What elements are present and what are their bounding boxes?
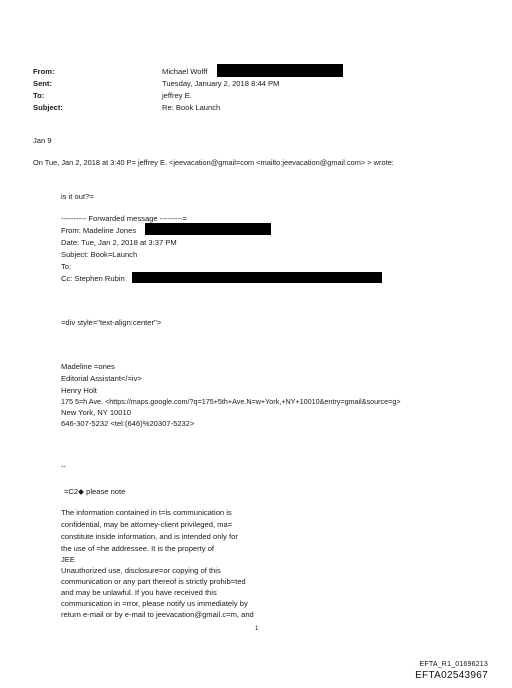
signature-line: 646-307-5232 <tel:(646)%20307-5232> [61, 419, 195, 428]
redaction-block [132, 272, 382, 283]
from-label: From: [33, 67, 55, 76]
from-value: Michael Wolff [162, 67, 208, 76]
redaction-block [217, 64, 343, 77]
disclaimer-line: return e-mail or by e-mail to jeevacation@gmail.c=m, and [61, 610, 254, 619]
subject-label: Subject: [33, 103, 63, 112]
sent-label: Sent: [33, 79, 52, 88]
reply-text: Jan 9 [33, 136, 52, 145]
quote-intro: On Tue, Jan 2, 2018 at 3:40 P= jeffrey E. <jeevacation@gmail=com <mailto:jeevacation@gmail.com> > wrote: [33, 158, 394, 167]
disclaimer-line: Unauthorized use, disclosure=or copying of this [61, 566, 221, 575]
disclaimer-line: communication in =rror, please notify us immediately by [61, 599, 248, 608]
disclaimer-line: The information contained in t=is communication is [61, 508, 232, 517]
document-id-small: EFTA_R1_01696213 [419, 661, 488, 668]
document-id-large: EFTA02543967 [415, 670, 488, 681]
html-fragment: =div style="text-align:center"> [61, 318, 162, 327]
dashes: -- [61, 462, 67, 471]
disclaimer-line: and may be unlawful. If you have received this [61, 588, 217, 597]
to-value: jeffrey E. [162, 91, 192, 100]
signature-line: Editorial Assistant</=iv> [61, 374, 142, 383]
page-number: 1 [255, 626, 259, 632]
signature-line: Henry Holt [61, 386, 97, 395]
forwarded-to: To: [61, 262, 72, 271]
to-label: To: [33, 91, 45, 100]
signature-line: Madeline =ones [61, 362, 115, 371]
forwarded-date: Date: Tue, Jan 2, 2018 at 3:37 PM [61, 238, 177, 247]
signature-line: 175 5=h Ave. <https://maps.google.com/?q=175+5th+Ave.N=w+York,+NY+10010&entry=gmail&source=g> [61, 397, 401, 406]
sent-value: Tuesday, January 2, 2018 8:44 PM [162, 79, 280, 88]
forwarded-subject: Subject: Book=Launch [61, 250, 138, 259]
redaction-block [145, 223, 271, 235]
disclaimer-line: constitute inside information, and is intended only for [61, 532, 238, 541]
disclaimer-line: JEE [61, 555, 75, 564]
signature-line: New York, NY 10010 [61, 408, 131, 417]
disclaimer-line: the use of =he addressee. It is the property of [61, 544, 215, 553]
disclaimer-line: confidential, may be attorney-client privileged, ma= [61, 520, 233, 529]
forwarded-cc: Cc: Stephen Rubin [61, 274, 125, 283]
please-note: =C2◆ please note [64, 487, 126, 496]
disclaimer-line: communication or any part thereof is strictly prohib=ted [61, 577, 246, 586]
forwarded-from: From: Madeline Jones [61, 226, 137, 235]
quoted-question: is it out?= [61, 192, 94, 201]
forwarded-divider: ---------- Forwarded message ---------= [61, 214, 187, 223]
subject-value: Re: Book Launch [162, 103, 221, 112]
